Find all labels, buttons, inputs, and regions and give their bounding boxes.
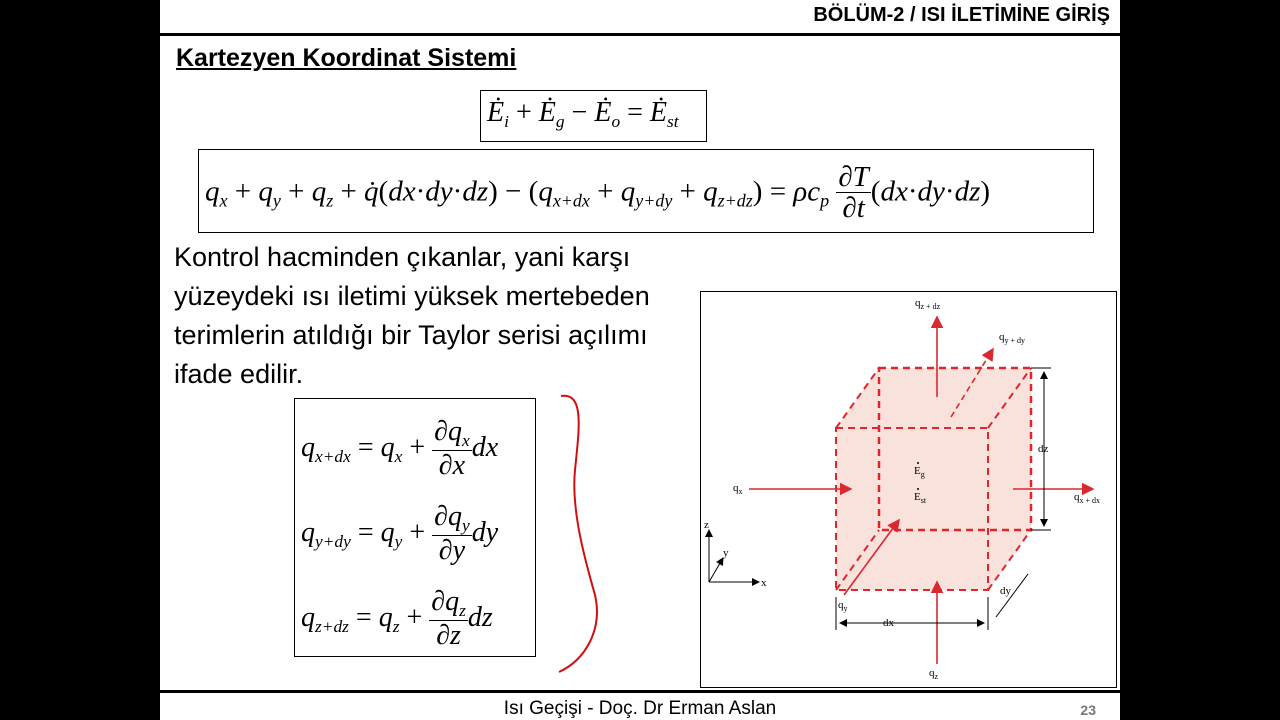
energy-balance-equation: $Ė_i$ + $Ė_g$ − $Ė_o$ = $Ė_{st}$ <box>480 90 707 142</box>
taylor-expansion-equations: $q_{x+dx} = q_x$ + $\frac{\partial q_x}{\partial x}$ dx $q_{y+dy} = q_y$ + $\frac{\partial q_y}{\partial y}$ dy $q_{z+dz} = q_z$ + $\frac{\partial q_z}{\partial z}$ dz <box>294 398 536 657</box>
heat-balance-equation: $q_x + q_y + q_z$ + q̇(dx·dy·dz) − $(q_{x+dx} + q_{y+dy} + q_{z+dz}) = \rho c_p$ $\frac{\partial T}{\partial t}$ (dx·dy·dz) <box>198 149 1094 233</box>
explanation-line: Kontrol hacminden çıkanlar, yani karşı <box>174 242 631 272</box>
explanation-line: ifade edilir. <box>174 359 304 389</box>
axis-y-label: y <box>723 547 729 559</box>
dx-label: dx <box>883 617 894 629</box>
dy-label: dy <box>1000 585 1011 597</box>
q-front-label: $q_y$ <box>838 599 848 613</box>
slide-title: Kartezyen Koordinat Sistemi <box>176 44 517 72</box>
page-number: 23 <box>1080 702 1096 718</box>
q-right-label: $q_{x + dx}$ <box>1074 491 1101 505</box>
slide-header: BÖLÜM-2 / ISI İLETİMİNE GİRİŞ <box>813 4 1110 26</box>
e-in: $Ė_i$ <box>487 97 509 132</box>
energy-generation-label: $E_g$ <box>914 465 925 479</box>
footer-rule <box>160 690 1120 693</box>
q-bottom-label: $q_z$ <box>929 667 939 681</box>
q-left-label: $q_x$ <box>733 482 743 496</box>
control-volume-box <box>836 368 1031 590</box>
y-axis <box>709 558 723 582</box>
explanation-text <box>174 238 714 394</box>
red-brace-annotation <box>555 390 615 680</box>
energy-storage-label: $E_{st}$ <box>914 491 927 505</box>
axis-z-label: z <box>704 519 709 531</box>
footer-text: Isı Geçişi - Doç. Dr Erman Aslan <box>503 698 777 719</box>
explanation-line: terimlerin atıldığı bir Taylor serisi açılımı <box>174 320 648 350</box>
control-volume-diagram <box>700 291 1117 688</box>
q-back-label: $q_{y + dy}$ <box>999 331 1026 345</box>
dz-label: dz <box>1038 443 1049 455</box>
slide <box>160 0 1120 720</box>
explanation-line: yüzeydeki ısı iletimi yüksek mertebeden <box>174 281 650 311</box>
header-rule <box>160 33 1120 36</box>
axis-x-label: x <box>761 577 767 589</box>
q-top-label: $q_{z + dz}$ <box>915 297 941 311</box>
